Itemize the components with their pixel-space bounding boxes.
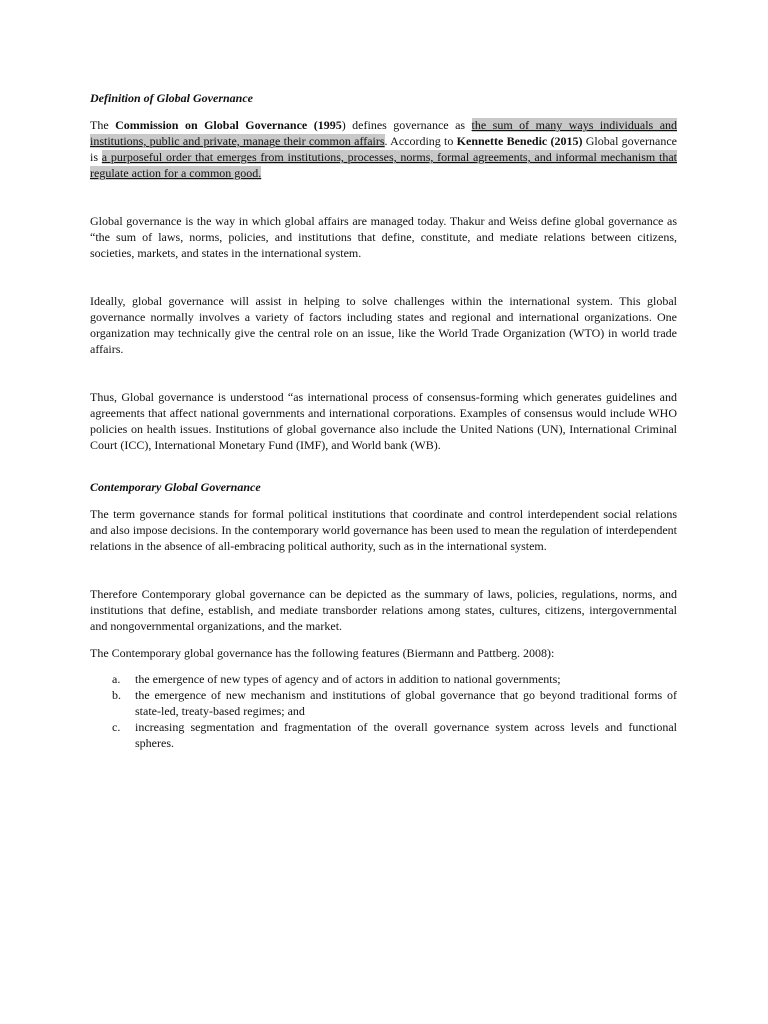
features-list xyxy=(90,671,677,751)
list-item xyxy=(90,719,677,751)
section-heading-contemporary: Contemporary Global Governance xyxy=(90,480,261,494)
spacer xyxy=(90,554,677,586)
text-run: . According to xyxy=(384,134,457,148)
list-item-text: increasing segmentation and fragmentation of the overall governance system across levels and functional spheres. xyxy=(135,720,677,750)
spacer xyxy=(90,181,677,213)
highlighted-definition-2: a purposeful order that emerges from institutions, processes, norms, formal agreements, and informal mechanism that regulate action for a common good. xyxy=(90,150,677,180)
text-run: Global governance is xyxy=(90,134,677,164)
list-item-text: the emergence of new mechanism and institutions of global governance that go beyond traditional forms of state-led, treaty-based regimes; and xyxy=(135,688,677,718)
section-heading-definition: Definition of Global Governance xyxy=(90,91,253,105)
paragraph-therefore: Therefore Contemporary global governance can be depicted as the summary of laws, policies, regulations, norms, and institutions that define, establish, and mediate transborder relations among states, cultures, citizens, intergovernmental and nongovernmental organizations, and the market. xyxy=(90,587,677,633)
spacer xyxy=(90,261,677,293)
paragraph-ideally: Ideally, global governance will assist in helping to solve challenges within the international system. This global governance normally involves a variety of factors including states and regional and international organizations. One organization may technically give the central role on an issue, like the World Trade Organization (WTO) in world trade affairs. xyxy=(90,294,677,356)
spacer xyxy=(90,357,677,389)
paragraph-features-intro: The Contemporary global governance has the following features (Biermann and Pattberg. 2008): xyxy=(90,646,555,660)
list-marker: b. xyxy=(112,688,121,702)
paragraph-term-governance: The term governance stands for formal political institutions that coordinate and control interdependent social relations and also impose decisions. In the contemporary world governance has been used to mean the regulation of interdependent relations in the absence of all-embracing political authority, such as in the international system. xyxy=(90,507,677,553)
text-run: The xyxy=(90,118,116,132)
bold-commission: Commission on Global Governance (1995 xyxy=(115,118,342,132)
paragraph-thakur-weiss: Global governance is the way in which global affairs are managed today. Thakur and Weiss define global governance as “the sum of laws, norms, policies, and institutions that define, constitute, and mediate relations between citizens, societies, markets, and states in the international system. xyxy=(90,214,677,260)
list-item xyxy=(90,687,677,719)
spacer xyxy=(90,453,677,479)
highlighted-definition-1: the sum of many ways individuals and institutions, public and private, manage their common affairs xyxy=(90,118,678,148)
list-marker: c. xyxy=(112,720,121,734)
list-item xyxy=(90,671,677,687)
paragraph-definition xyxy=(90,117,677,181)
list-item-text: the emergence of new types of agency and of actors in addition to national governments; xyxy=(135,672,561,686)
document-page xyxy=(90,90,677,751)
spacer xyxy=(90,634,677,645)
text-run: ) defines governance as xyxy=(341,118,472,132)
list-marker: a. xyxy=(112,672,121,686)
bold-kennette: Kennette Benedic (2015) xyxy=(456,134,583,148)
paragraph-thus: Thus, Global governance is understood “as international process of consensus-forming which generates guidelines and agreements that affect national governments and international corporations. Examples of consensus would include WHO policies on health issues. Institutions of global governance also include the United Nations (UN), International Criminal Court (ICC), International Monetary Fund (IMF), and World bank (WB). xyxy=(90,390,677,452)
